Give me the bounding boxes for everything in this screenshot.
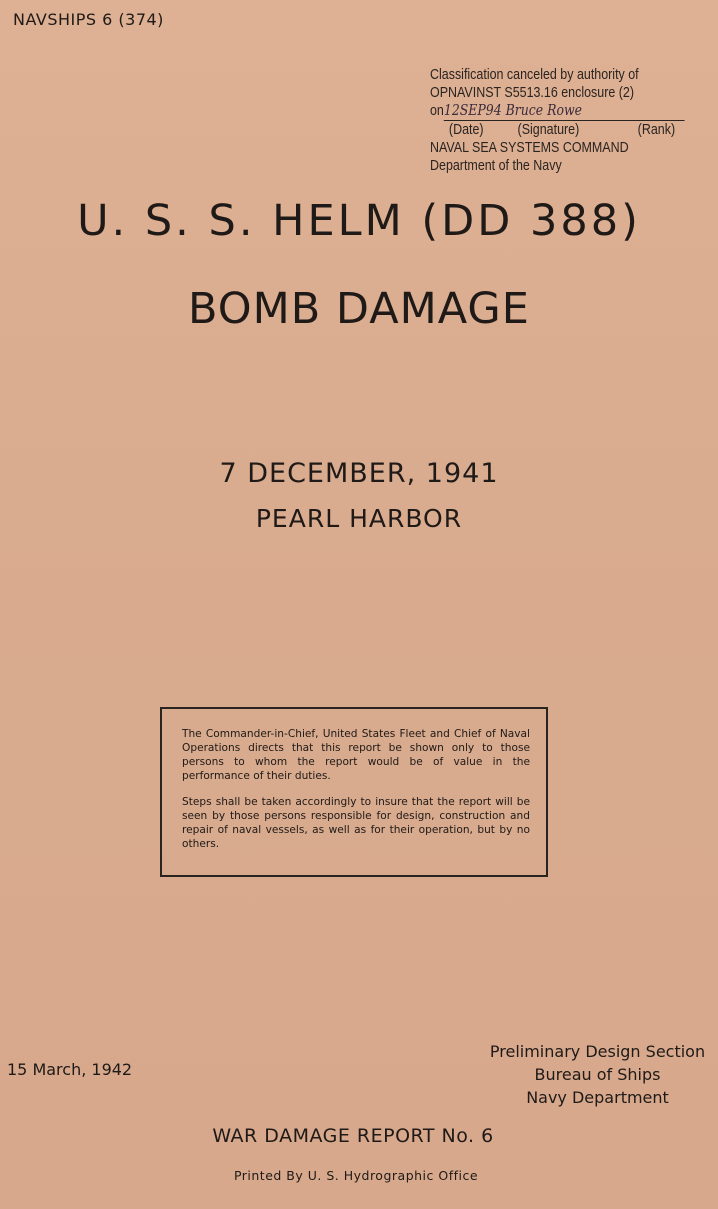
office-line-1: Preliminary Design Section	[489, 1042, 706, 1061]
navships-code: NAVSHIPS 6 (374)	[13, 10, 164, 29]
stamp-on-prefix: on	[430, 103, 444, 119]
event-place: PEARL HARBOR	[255, 504, 463, 533]
office-line-2: Bureau of Ships	[534, 1065, 661, 1084]
stamp-label-signature: (Signature)	[517, 122, 580, 138]
stamp-line-6: Department of the Navy	[430, 158, 562, 174]
distribution-notice-box	[160, 707, 548, 877]
event-date: 7 DECEMBER, 1941	[219, 458, 499, 489]
printer-credit: Printed By U. S. Hydrographic Office	[233, 1168, 479, 1183]
declassification-stamp	[430, 66, 675, 175]
stamp-line-2: OPNAVINST S5513.16 enclosure (2)	[430, 85, 635, 101]
issue-date: 15 March, 1942	[7, 1060, 133, 1079]
report-subtitle: BOMB DAMAGE	[188, 284, 530, 334]
stamp-label-rank: (Rank)	[637, 122, 676, 138]
stamp-labels	[430, 121, 675, 139]
stamp-line-1: Classification canceled by authority of	[430, 67, 639, 83]
notice-paragraph-1: The Commander-in-Chief, United States Fleet and Chief of Naval Operations directs that this report be shown only to those persons to whom the report would be of value in the performance of their duties.	[182, 728, 530, 782]
stamp-line-5: NAVAL SEA SYSTEMS COMMAND	[430, 140, 629, 156]
report-number: WAR DAMAGE REPORT No. 6	[212, 1125, 494, 1147]
stamp-label-date: (Date)	[448, 122, 484, 138]
ship-title: U. S. S. HELM (DD 388)	[77, 196, 641, 246]
notice-paragraph-2: Steps shall be taken accordingly to insure that the report will be seen by those persons responsible for design, construction and repair of naval vessels, as well as for their operation, but by no others.	[182, 796, 530, 850]
issuing-office	[470, 1040, 718, 1109]
handwritten-signature: 12SEP94 Bruce Rowe	[444, 102, 685, 121]
office-line-3: Navy Department	[526, 1088, 669, 1107]
stamp-signature-line	[430, 102, 675, 121]
